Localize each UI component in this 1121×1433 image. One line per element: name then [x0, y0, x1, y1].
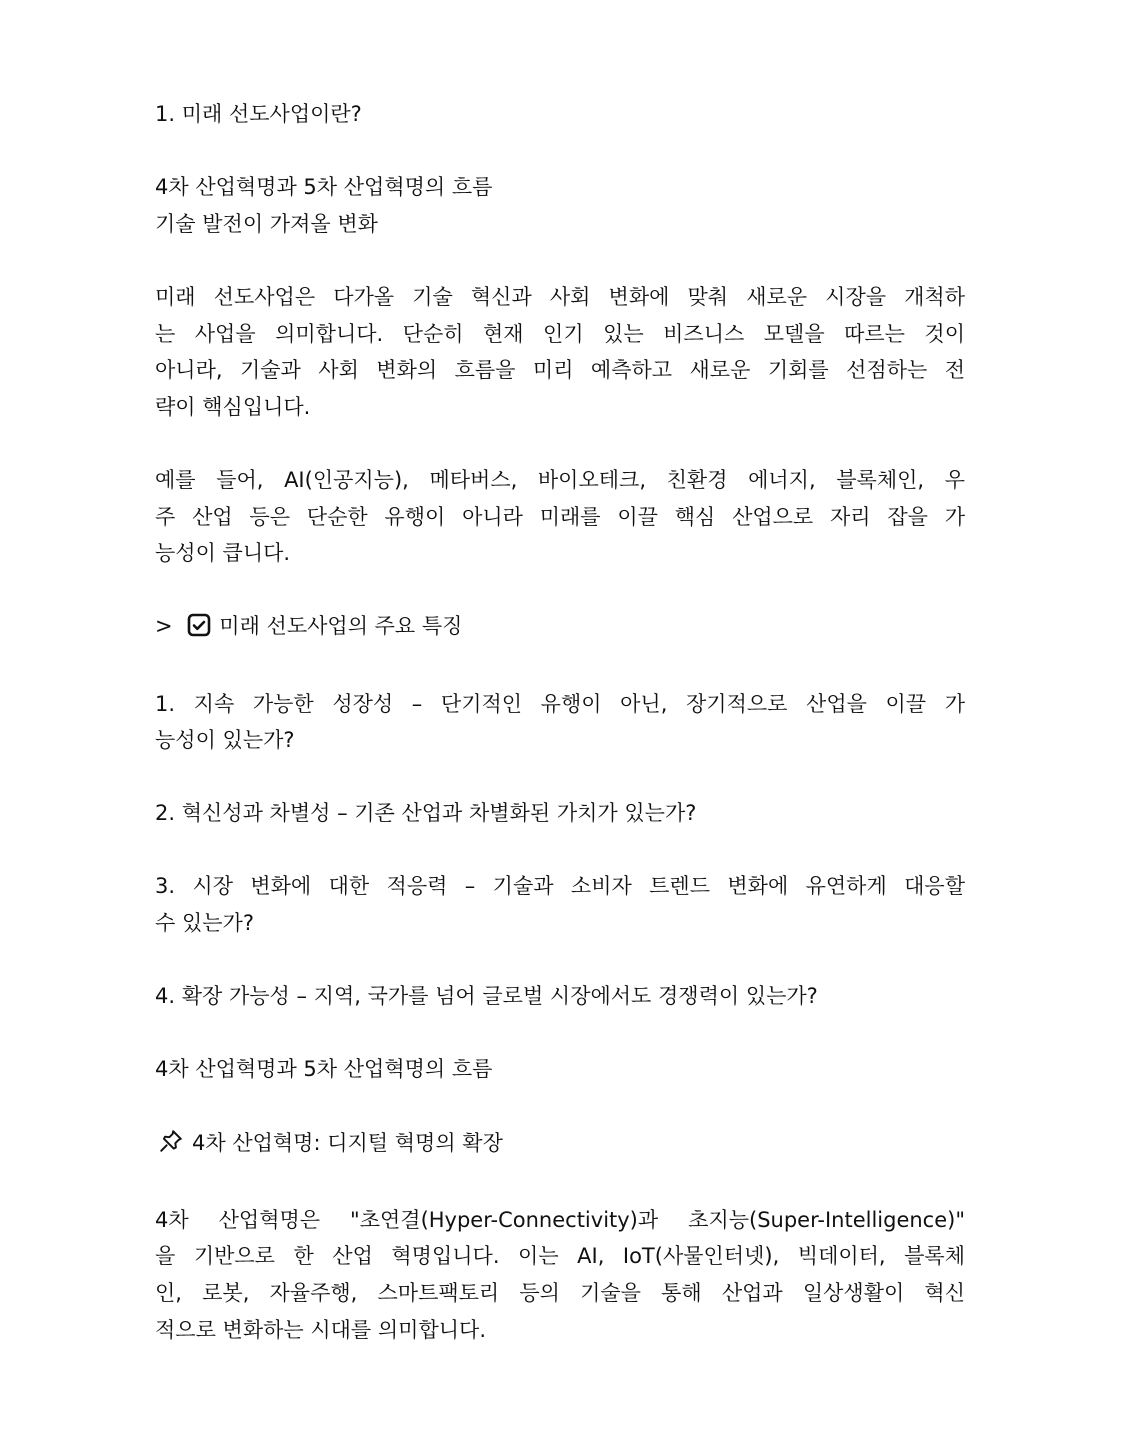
- features-heading-line: [155, 608, 965, 649]
- paragraph-examples: [155, 462, 965, 572]
- text-line: 수 있는가?: [155, 911, 254, 936]
- checkbox-checked-icon: [187, 612, 211, 649]
- text-line: 인, 로봇, 자율주행, 스마트팩토리 등의 기술을 통해 산업과 일상생활이 혁신: [155, 1281, 965, 1305]
- heading: [155, 96, 965, 133]
- text-line: 예를 들어, AI(인공지능), 메타버스, 바이오테크, 친환경 에너지, 블록체인, 우: [155, 467, 965, 492]
- text-line: 는 사업을 의미합니다. 단순히 현재 인기 있는 비즈니스 모델을 따르는 것이: [155, 321, 965, 346]
- section-subheading: [155, 1125, 965, 1166]
- text-line: 략이 핵심입니다.: [155, 394, 311, 419]
- paragraph-intro: [155, 279, 965, 425]
- text-line: 4차 산업혁명은 "초연결(Hyper-Connectivity)과 초지능(Super-Intelligence)": [155, 1207, 965, 1232]
- paragraph-4ir: [155, 1202, 965, 1348]
- text-line: 1. 지속 가능한 성장성 – 단기적인 유행이 아닌, 장기적으로 산업을 이끌 가: [155, 691, 965, 716]
- text-line: 4. 확장 가능성 – 지역, 국가를 넘어 글로벌 시장에서도 경쟁력이 있는가?: [155, 984, 818, 1009]
- section-subheading-text: 4차 산업혁명: 디지털 혁명의 확장: [192, 1130, 503, 1155]
- subtitle-line: 기술 발전이 가져올 변화: [155, 211, 378, 236]
- quote-marker: >: [155, 614, 173, 639]
- text-line: 적으로 변화하는 시대를 의미합니다.: [155, 1317, 486, 1342]
- features-heading-text: 미래 선도사업의 주요 특징: [219, 614, 463, 639]
- subtitle-line: 4차 산업혁명과 5차 산업혁명의 흐름: [155, 175, 493, 200]
- feature-item: [155, 686, 965, 759]
- text-line: 주 산업 등은 단순한 유행이 아니라 미래를 이끌 핵심 산업으로 자리 잡을 가: [155, 504, 965, 529]
- text-line: 능성이 있는가?: [155, 728, 295, 753]
- text-line: 미래 선도사업은 다가올 기술 혁신과 사회 변화에 맞춰 새로운 시장을 개척하: [155, 284, 965, 309]
- text-line: 2. 혁신성과 차별성 – 기존 산업과 차별화된 가치가 있는가?: [155, 801, 697, 826]
- document-page: [155, 96, 965, 1385]
- features-heading: [155, 608, 965, 649]
- section-subheading-line: [155, 1125, 965, 1166]
- pushpin-icon: [158, 1128, 184, 1166]
- section-title: [155, 1051, 965, 1088]
- text-line: 아니라, 기술과 사회 변화의 흐름을 미리 예측하고 새로운 기회를 선점하는 전: [155, 358, 965, 383]
- text-line: 능성이 큽니다.: [155, 541, 291, 566]
- section-title-text: 4차 산업혁명과 5차 산업혁명의 흐름: [155, 1057, 493, 1082]
- text-line: 을 기반으로 한 산업 혁명입니다. 이는 AI, IoT(사물인터넷), 빅데이터, 블록체: [155, 1244, 965, 1269]
- feature-item: [155, 978, 965, 1015]
- subtitle: [155, 169, 965, 242]
- heading-text: 1. 미래 선도사업이란?: [155, 102, 362, 126]
- feature-item: [155, 868, 965, 941]
- text-line: 3. 시장 변화에 대한 적응력 – 기술과 소비자 트렌드 변화에 유연하게 대응할: [155, 874, 965, 899]
- feature-item: [155, 795, 965, 832]
